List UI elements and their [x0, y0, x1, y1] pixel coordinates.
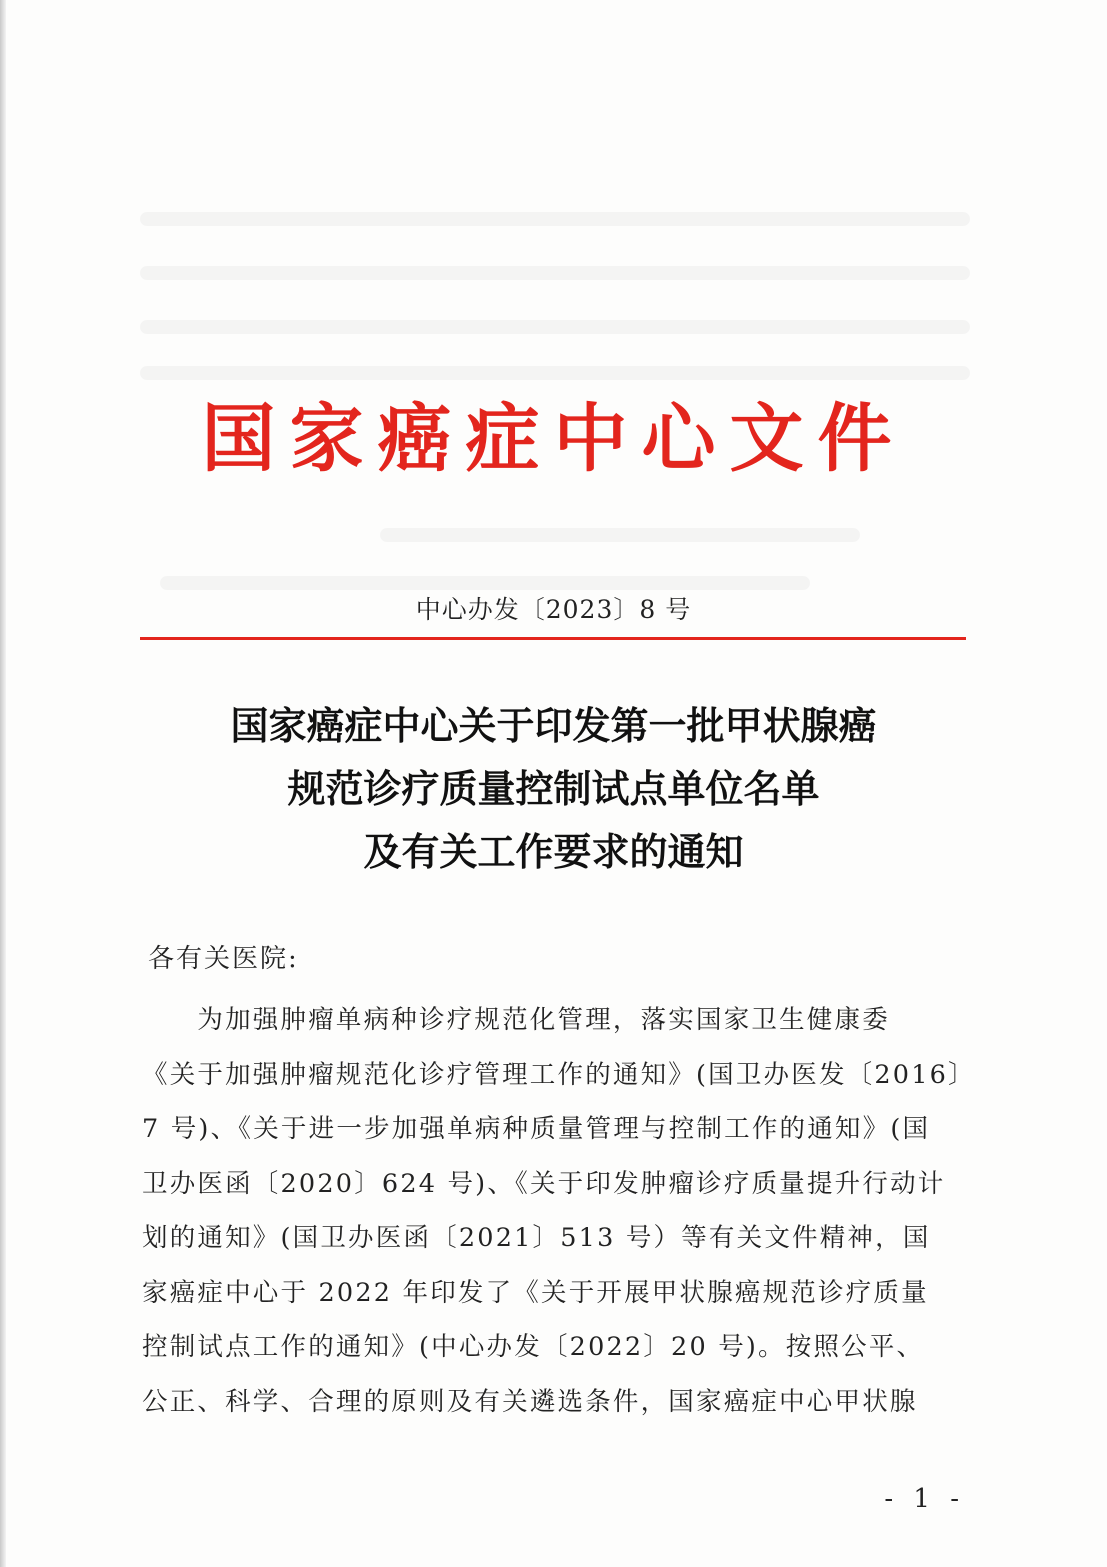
red-divider-rule [140, 637, 966, 640]
body-paragraph [142, 993, 976, 1429]
bleed-through-line [380, 528, 860, 542]
title-line: 及有关工作要求的通知 [363, 830, 744, 874]
bleed-through-line [140, 266, 970, 280]
bleed-through-line [140, 366, 970, 380]
body-line: 为加强肿瘤单病种诊疗规范化管理，落实国家卫生健康委 [142, 1005, 890, 1035]
title-line: 国家癌症中心关于印发第一批甲状腺癌 [230, 704, 877, 748]
document-number: 中心办发〔2023〕8 号 [415, 595, 692, 624]
title-line: 规范诊疗质量控制试点单位名单 [287, 767, 820, 811]
page-number: - 1 - [884, 1484, 965, 1514]
body-line: 卫办医函〔2020〕624 号)、《关于印发肿瘤诊疗质量提升行动计 [142, 1168, 946, 1199]
bleed-through-line [140, 320, 970, 334]
body-line: 7 号)、《关于进一步加强单病种质量管理与控制工作的通知》(国 [142, 1114, 931, 1144]
bleed-through-line [160, 576, 810, 590]
body-line: 家癌症中心于 2022 年印发了《关于开展甲状腺癌规范诊疗质量 [142, 1277, 929, 1308]
bleed-through-line [140, 212, 970, 226]
body-line: 划的通知》(国卫办医函〔2021〕513 号）等有关文件精神，国 [142, 1223, 931, 1253]
body-line: 公正、科学、合理的原则及有关遴选条件，国家癌症中心甲状腺 [142, 1386, 918, 1417]
notice-title [0, 695, 1107, 884]
salutation: 各有关医院: [148, 944, 299, 974]
body-line: 控制试点工作的通知》(中心办发〔2022〕20 号)。按照公平、 [142, 1332, 925, 1362]
masthead-title: 国家癌症中心文件 [201, 396, 906, 482]
body-line: 《关于加强肿瘤规范化诊疗管理工作的通知》(国卫办医发〔2016〕 [142, 1059, 976, 1090]
